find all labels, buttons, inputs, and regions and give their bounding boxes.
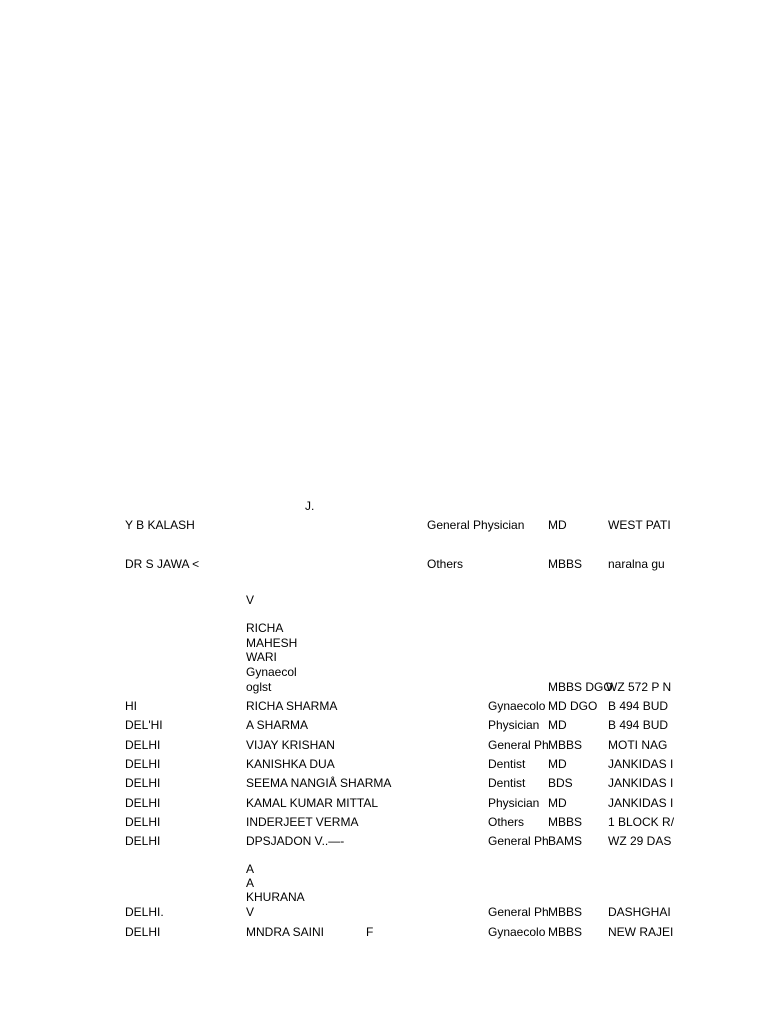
degree: MD [548,518,567,532]
degree: MD DGO [548,699,598,713]
address: naralna gu [608,557,665,571]
doctor-name: Y B KALASH [125,518,195,532]
city: DELHI [125,925,161,939]
wrapped-specialty-line: oglst [246,680,272,694]
city: DELHI [125,796,161,810]
address: JANKIDAS I [608,757,674,771]
address: B 494 BUD [608,718,669,732]
address: 1 BLOCK R/ [608,815,675,829]
degree: MD [548,757,567,771]
stray-mark: V [246,593,255,607]
degree: MBBS DGO [548,680,613,694]
specialty: General Ph [488,834,549,848]
specialty: Physician [488,796,540,810]
city: HI [125,699,137,713]
city: DELHI. [125,905,164,919]
specialty: General Ph [488,738,549,752]
doctor-name: INDERJEET VERMA [246,815,359,829]
wrapped-name-line: V [246,905,255,919]
address: WEST PATI [608,518,671,532]
wrapped-name-line: RICHA [246,621,284,635]
degree: MBBS [548,557,583,571]
doctor-name: SEEMA NANGIÅ SHARMA [246,776,392,790]
address: DASHGHAI [608,905,671,919]
wrapped-name-line: KHURANA [246,890,305,904]
doctor-name: KAMAL KUMAR MITTAL [246,796,379,810]
degree: MBBS [548,905,583,919]
address: NEW RAJEI [608,925,674,939]
address: JANKIDAS I [608,796,674,810]
degree: MD [548,796,567,810]
degree: MBBS [548,738,583,752]
doctor-name: MNDRA SAINI [246,925,325,939]
city: DELHI [125,776,161,790]
specialty: Others [427,557,464,571]
wrapped-name-line: MAHESH [246,636,298,650]
specialty: Dentist [488,757,526,771]
degree: MBBS [548,815,583,829]
header-mark: J. [305,499,315,513]
wrapped-name-line: A [246,876,255,890]
specialty: Physician [488,718,540,732]
doctor-name: DPSJADON V..—- [246,834,345,848]
specialty: General Physician [427,518,525,532]
doctor-name: A SHARMA [246,718,309,732]
city: DELHI [125,757,161,771]
address: WZ 29 DAS [608,834,672,848]
doctor-name: RICHA SHARMA [246,699,338,713]
doctor-name: VIJAY KRISHAN [246,738,335,752]
city: DELHI [125,738,161,752]
wrapped-name-line: WARI [246,650,277,664]
specialty: Gynaecolo [488,699,546,713]
specialty: Gynaecolo [488,925,546,939]
doctor-name: KANISHKA DUA [246,757,335,771]
city: DELHI [125,815,161,829]
specialty: Dentist [488,776,526,790]
doctor-name: DR S JAWA < [125,557,200,571]
specialty: General Ph [488,905,549,919]
gender: F [366,925,374,939]
wrapped-specialty-line: Gynaecol [246,665,297,679]
address: WZ 572 P N [606,680,672,694]
specialty: Others [488,815,525,829]
degree: BDS [548,776,573,790]
wrapped-name-line: A [246,862,255,876]
city: DELHI [125,834,161,848]
city: DEL'HI [125,718,163,732]
degree: BAMS [548,834,583,848]
address: JANKIDAS I [608,776,674,790]
degree: MBBS [548,925,583,939]
address: B 494 BUD [608,699,669,713]
address: MOTI NAG [608,738,668,752]
degree: MD [548,718,567,732]
